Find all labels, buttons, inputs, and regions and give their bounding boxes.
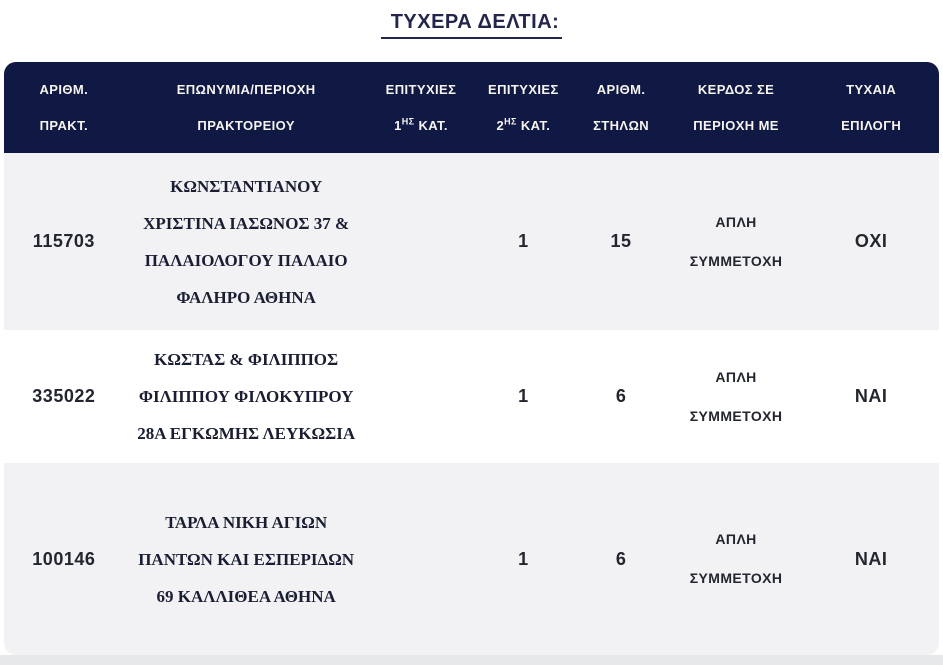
cell-agency-name [124, 463, 369, 655]
cell-columns-count: 15 [610, 231, 632, 251]
column-header-prize [669, 62, 804, 153]
prize-line: ΣΥΜΜΕΤΟΧΗ [689, 252, 783, 269]
header-line: ΕΠΙΤΥΧΙΕΣ [385, 81, 457, 97]
column-header-wins-cat2 [473, 62, 573, 153]
cell-agency-name [124, 330, 369, 463]
table-header-row [4, 62, 939, 153]
lucky-tickets-table [4, 62, 939, 655]
agency-name-line: ΠΑΝΤΩΝ ΚΑΙ ΕΣΠΕΡΙΔΩΝ [138, 549, 355, 569]
header-line: ΣΤΗΛΩΝ [593, 117, 650, 133]
agency-name-line: ΤΑΡΛΑ ΝΙΚΗ ΑΓΙΩΝ [165, 512, 328, 532]
cell-agency-name [124, 153, 369, 330]
header-cat-number: 1 [394, 117, 402, 133]
cell-wins-cat2: 1 [518, 548, 529, 569]
header-line [394, 108, 448, 144]
header-line: ΚΕΡΔΟΣ ΣΕ [697, 81, 775, 97]
header-line: ΠΡΑΚΤ. [39, 117, 89, 133]
column-header-agency-name [124, 62, 369, 153]
prize-line: ΑΠΛΗ [715, 368, 757, 385]
agency-name-line: ΧΡΙΣΤΙΝΑ ΙΑΣΩΝΟΣ 37 & [143, 213, 350, 233]
cell-wins-cat1 [369, 463, 474, 655]
header-cat-superscript: ΗΣ [401, 116, 415, 127]
header-line: ΠΡΑΚΤΟΡΕΙΟΥ [197, 117, 295, 133]
header-line: ΕΠΙΛΟΓΗ [841, 117, 902, 133]
table-row [4, 463, 939, 655]
agency-name-line: ΦΑΛΗΡΟ ΑΘΗΝΑ [176, 287, 316, 307]
cell-prize [669, 463, 804, 655]
page-title [0, 0, 943, 62]
cell-prize [669, 330, 804, 463]
header-line: ΤΥΧΑΙΑ [846, 81, 897, 97]
cell-columns-count: 6 [615, 548, 627, 569]
prize-line: ΑΠΛΗ [715, 213, 757, 230]
column-header-columns-count [573, 62, 668, 153]
cell-random-pick: ΝΑΙ [854, 548, 888, 569]
agency-name-line: ΦΙΛΙΠΠΟΥ ΦΙΛΟΚΥΠΡΟΥ [138, 387, 354, 406]
cell-random-pick: ΟΧΙ [854, 231, 888, 251]
cell-agency-number: 100146 [32, 548, 96, 569]
cell-wins-cat2: 1 [518, 231, 529, 251]
cell-wins-cat2: 1 [518, 386, 529, 406]
header-line: ΑΡΙΘΜ. [39, 81, 89, 97]
column-header-random-pick [803, 62, 939, 153]
header-cat-rest: ΚΑΤ. [414, 117, 448, 133]
agency-name-line: ΚΩΣΤΑΣ & ΦΙΛΙΠΠΟΣ [154, 350, 339, 369]
agency-name-line: ΚΩΝΣΤΑΝΤΙΑΝΟΥ [170, 176, 323, 196]
header-line: ΑΡΙΘΜ. [596, 81, 646, 97]
agency-name-line: 28Α ΕΓΚΩΜΗΣ ΛΕΥΚΩΣΙΑ [137, 424, 356, 443]
header-line: ΠΕΡΙΟΧΗ ΜΕ [693, 117, 779, 133]
agency-name-line: 69 ΚΑΛΛΙΘΕΑ ΑΘΗΝΑ [156, 586, 336, 606]
prize-line: ΣΥΜΜΕΤΟΧΗ [689, 570, 783, 586]
header-line: ΕΠΙΤΥΧΙΕΣ [488, 81, 559, 97]
page-title-text: ΤΥΧΕΡΑ ΔΕΛΤΙΑ: [381, 11, 563, 39]
table-row [4, 330, 939, 463]
cell-agency-number: 115703 [32, 231, 95, 251]
table-body [4, 153, 939, 655]
cell-agency-number: 335022 [32, 386, 96, 406]
header-cat-rest: ΚΑΤ. [516, 117, 551, 133]
header-line [496, 108, 550, 144]
page-bottom-strip [0, 655, 943, 665]
column-header-wins-cat1 [369, 62, 474, 153]
cell-random-pick: ΝΑΙ [854, 386, 888, 406]
cell-wins-cat1 [369, 330, 474, 463]
cell-wins-cat1 [369, 153, 474, 330]
prize-line: ΑΠΛΗ [715, 531, 757, 547]
table-row [4, 153, 939, 330]
prize-line: ΣΥΜΜΕΤΟΧΗ [689, 407, 783, 424]
agency-name-line: ΠΑΛΑΙΟΛΟΓΟΥ ΠΑΛΑΙΟ [144, 250, 348, 270]
header-cat-superscript: ΗΣ [504, 116, 517, 127]
header-cat-number: 2 [496, 117, 505, 133]
header-line: ΕΠΩΝΥΜΙΑ/ΠΕΡΙΟΧΗ [176, 81, 316, 97]
cell-prize [669, 153, 804, 330]
column-header-agency-number [4, 62, 124, 153]
cell-columns-count: 6 [615, 386, 627, 406]
